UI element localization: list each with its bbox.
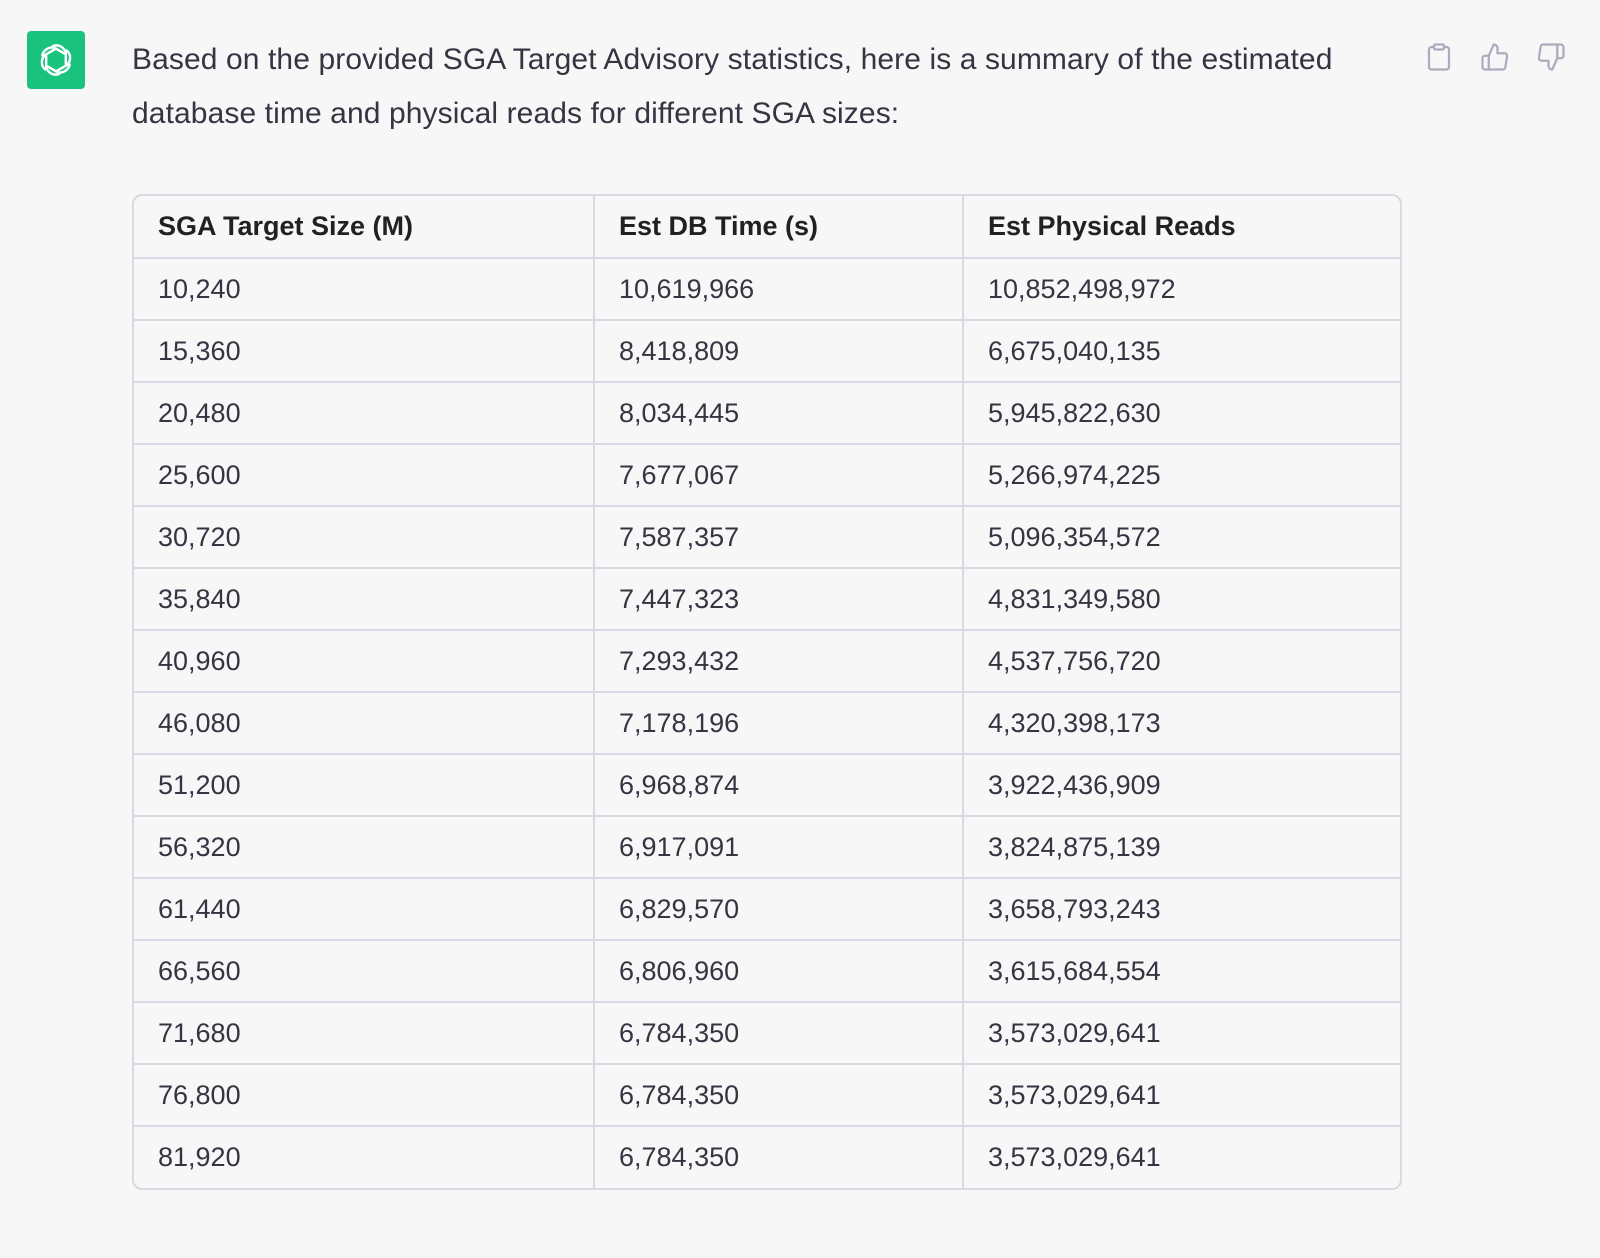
copy-button[interactable] — [1420, 38, 1458, 76]
cell-sga-target-size: 30,720 — [134, 506, 594, 568]
cell-est-db-time: 7,447,323 — [594, 568, 963, 630]
cell-est-db-time: 6,829,570 — [594, 878, 963, 940]
cell-sga-target-size: 35,840 — [134, 568, 594, 630]
assistant-message: Based on the provided SGA Target Advisory statistics, here is a summary of the estimated database time and physical reads for different SGA sizes: — [132, 43, 1333, 130]
cell-est-db-time: 6,784,350 — [594, 1126, 963, 1188]
cell-est-physical-reads: 4,320,398,173 — [963, 692, 1400, 754]
cell-est-db-time: 6,968,874 — [594, 754, 963, 816]
header-sga-target-size: SGA Target Size (M) — [134, 196, 594, 258]
cell-est-physical-reads: 5,266,974,225 — [963, 444, 1400, 506]
cell-est-physical-reads: 3,573,029,641 — [988, 1142, 1161, 1172]
cell-est-physical-reads: 6,675,040,135 — [963, 320, 1400, 382]
header-est-physical-reads: Est Physical Reads — [963, 196, 1400, 258]
cell-est-db-time: 6,806,960 — [594, 940, 963, 1002]
table-row — [134, 258, 1400, 320]
thumbs-down-button[interactable] — [1532, 38, 1570, 76]
cell-est-db-time: 7,293,432 — [594, 630, 963, 692]
table-row — [134, 320, 1400, 382]
thumbs-up-button[interactable] — [1476, 38, 1514, 76]
cell-est-physical-reads: 3,615,684,554 — [963, 940, 1400, 1002]
table-row — [134, 878, 1400, 940]
cell-sga-target-size: 71,680 — [134, 1002, 594, 1064]
cell-est-physical-reads: 5,945,822,630 — [963, 382, 1400, 444]
table-row — [134, 940, 1400, 1002]
assistant-avatar — [27, 31, 85, 89]
cell-est-physical-reads: 3,573,029,641 — [963, 1002, 1400, 1064]
cell-est-physical-reads: 3,573,029,641 — [963, 1064, 1400, 1126]
table-row — [134, 506, 1400, 568]
cell-est-db-time: 6,917,091 — [594, 816, 963, 878]
thumbs-up-icon — [1480, 42, 1510, 72]
cell-est-physical-reads: 5,096,354,572 — [963, 506, 1400, 568]
table-row — [134, 1002, 1400, 1064]
cell-sga-target-size: 15,360 — [134, 320, 594, 382]
cell-sga-target-size: 66,560 — [134, 940, 594, 1002]
message-actions — [1420, 38, 1570, 76]
table-row — [134, 692, 1400, 754]
cell-sga-target-size: 61,440 — [134, 878, 594, 940]
cell-sga-target-size: 40,960 — [134, 630, 594, 692]
cell-sga-target-size: 25,600 — [134, 444, 594, 506]
header-est-db-time: Est DB Time (s) — [594, 196, 963, 258]
table-row — [134, 630, 1400, 692]
table-row — [134, 816, 1400, 878]
cell-est-physical-reads: 3,658,793,243 — [963, 878, 1400, 940]
openai-logo-icon — [35, 39, 77, 81]
table-row — [134, 444, 1400, 506]
cell-sga-target-size: 51,200 — [134, 754, 594, 816]
table-row — [134, 1064, 1400, 1126]
table-row — [134, 1126, 1400, 1188]
cell-est-db-time: 7,677,067 — [594, 444, 963, 506]
clipboard-icon — [1424, 42, 1454, 72]
cell-est-db-time: 10,619,966 — [594, 258, 963, 320]
cell-est-db-time: 7,587,357 — [594, 506, 963, 568]
cell-est-physical-reads: 4,831,349,580 — [963, 568, 1400, 630]
sga-advisory-table — [132, 194, 1402, 1190]
cell-est-db-time: 7,178,196 — [594, 692, 963, 754]
cell-sga-target-size: 81,920 — [134, 1126, 594, 1188]
cell-est-db-time: 6,784,350 — [594, 1002, 963, 1064]
cell-est-db-time: 8,418,809 — [594, 320, 963, 382]
table-row — [134, 382, 1400, 444]
cell-est-physical-reads: 3,824,875,139 — [963, 816, 1400, 878]
cell-est-physical-reads: 10,852,498,972 — [963, 258, 1400, 320]
cell-est-physical-reads: 4,537,756,720 — [963, 630, 1400, 692]
cell-sga-target-size: 76,800 — [134, 1064, 594, 1126]
table-row — [134, 754, 1400, 816]
cell-sga-target-size: 10,240 — [134, 258, 594, 320]
cell-sga-target-size: 56,320 — [134, 816, 594, 878]
cell-sga-target-size: 20,480 — [134, 382, 594, 444]
cell-est-db-time: 6,784,350 — [594, 1064, 963, 1126]
cell-est-physical-reads: 3,922,436,909 — [963, 754, 1400, 816]
cell-est-db-time: 8,034,445 — [594, 382, 963, 444]
table-header-row — [134, 196, 1400, 258]
table-row — [134, 568, 1400, 630]
cell-sga-target-size: 46,080 — [134, 692, 594, 754]
thumbs-down-icon — [1536, 42, 1566, 72]
